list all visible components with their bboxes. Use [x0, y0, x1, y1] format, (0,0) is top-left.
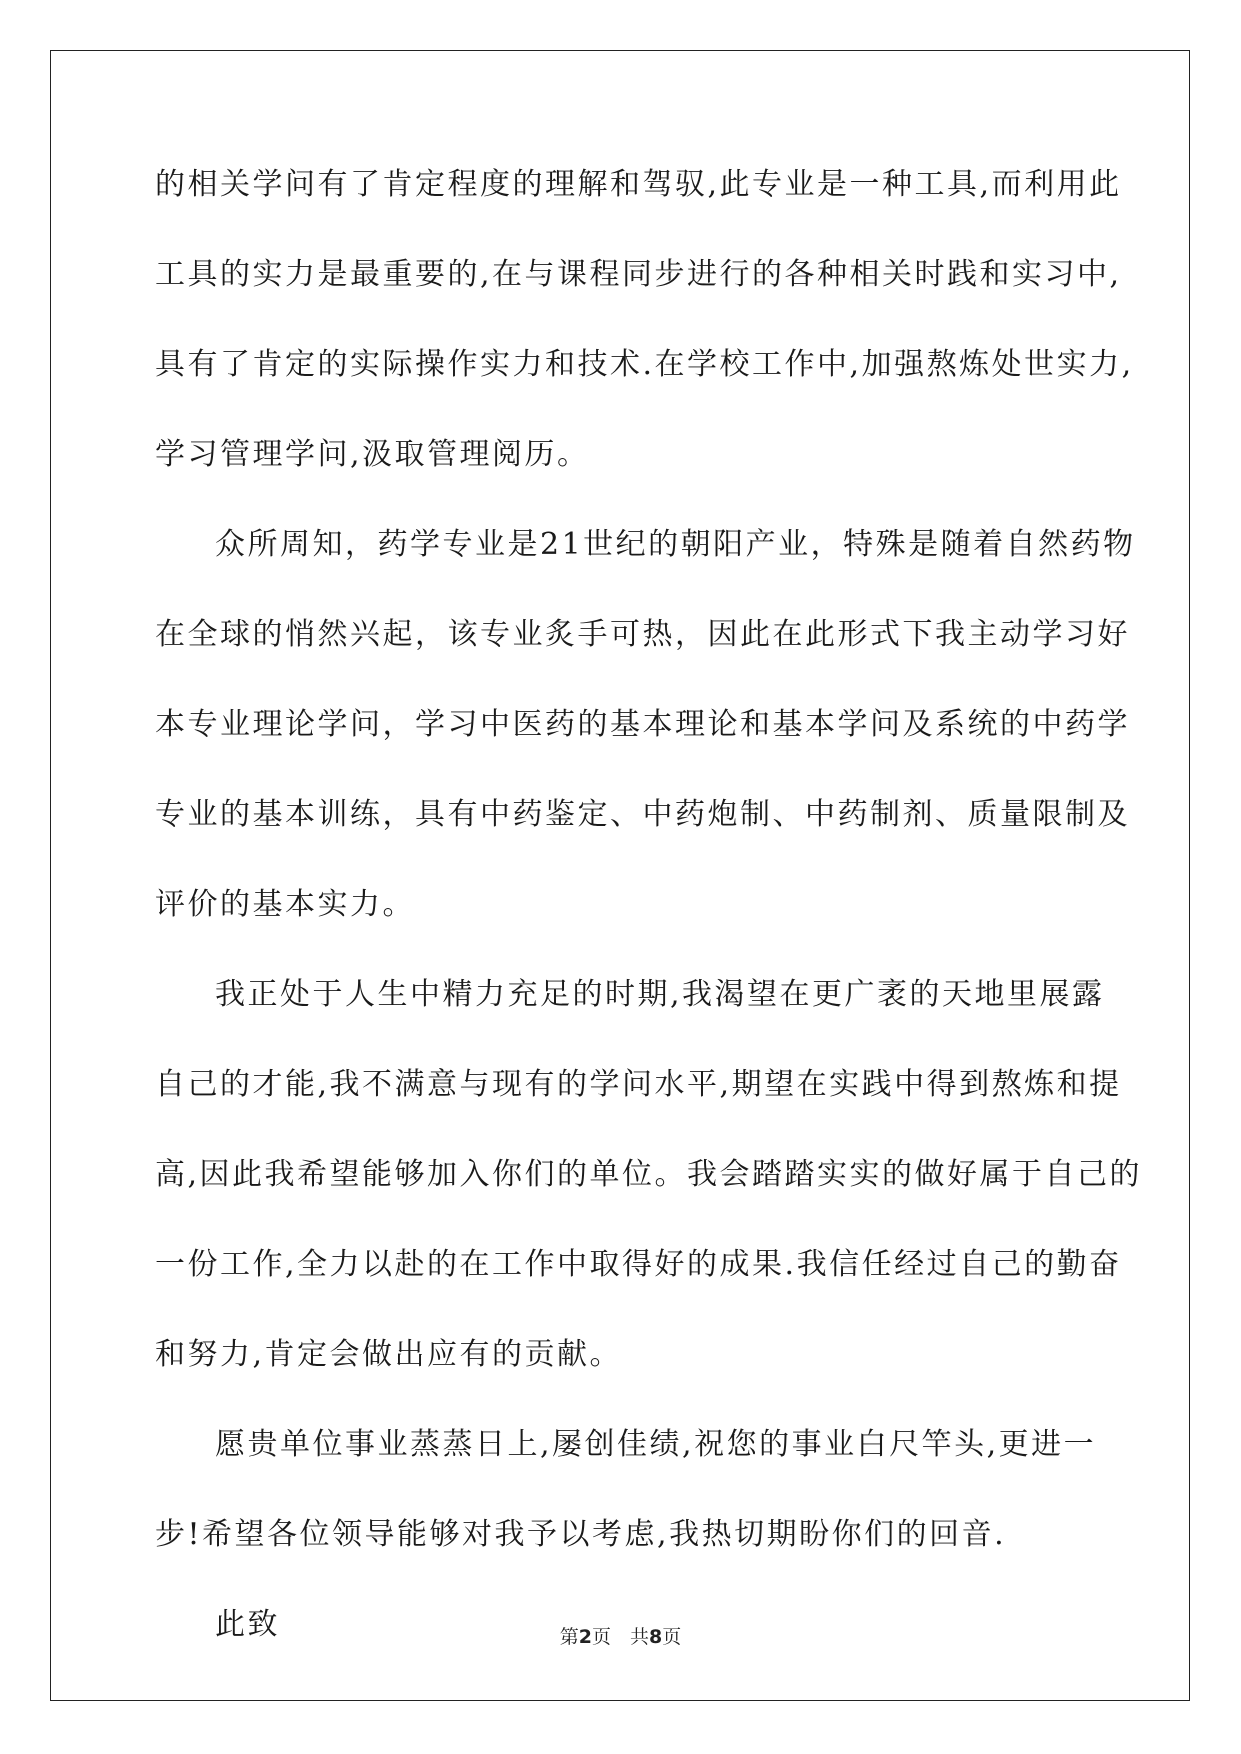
letter-body — [155, 162, 1143, 1670]
paragraph-first-line: 众所周知，药学专业是21世纪的朝阳产业，特殊是随着自然药物 — [215, 527, 1136, 562]
page-label-suffix: 页 — [662, 1626, 682, 1648]
paragraph-first-line: 愿贵单位事业蒸蒸日上,屡创佳绩,祝您的事业白尺竿头,更进一 — [215, 1427, 1097, 1462]
text-line: 在全球的悄然兴起，该专业炙手可热，因此在此形式下我主动学习好 — [155, 617, 1130, 652]
total-page-number: 8 — [649, 1626, 663, 1648]
page-label-middle: 页 共 — [591, 1626, 649, 1648]
text-line: 的相关学问有了肯定程度的理解和驾驭,此专业是一种工具,而利用此 — [155, 167, 1122, 202]
page-number-footer — [0, 1622, 1241, 1649]
text-line: 工具的实力是最重要的,在与课程同步进行的各种相关时践和实习中, — [155, 257, 1122, 292]
text-line: 和努力,肯定会做出应有的贡献。 — [155, 1337, 623, 1372]
text-line: 高,因此我希望能够加入你们的单位。我会踏踏实实的做好属于自己的 — [155, 1157, 1143, 1192]
text-line: 具有了肯定的实际操作实力和技术.在学校工作中,加强熬炼处世实力, — [155, 347, 1134, 382]
text-line: 一份工作,全力以赴的在工作中取得好的成果.我信任经过自己的勤奋 — [155, 1247, 1122, 1282]
text-line: 自己的才能,我不满意与现有的学问水平,期望在实践中得到熬炼和提 — [155, 1067, 1122, 1102]
current-page-number: 2 — [578, 1626, 592, 1648]
text-line: 学习管理学问,汲取管理阅历。 — [155, 437, 590, 472]
closing-salutation: 此致 — [215, 1607, 280, 1642]
text-line: 专业的基本训练，具有中药鉴定、中药炮制、中药制剂、质量限制及 — [155, 797, 1130, 832]
text-line: 本专业理论学问，学习中医药的基本理论和基本学问及系统的中药学 — [155, 707, 1130, 742]
page-label-prefix: 第 — [559, 1626, 579, 1648]
text-line: 步!希望各位领导能够对我予以考虑,我热切期盼你们的回音. — [155, 1517, 1007, 1552]
paragraph-first-line: 我正处于人生中精力充足的时期,我渴望在更广袤的天地里展露 — [215, 977, 1105, 1012]
text-line: 评价的基本实力。 — [155, 887, 415, 922]
